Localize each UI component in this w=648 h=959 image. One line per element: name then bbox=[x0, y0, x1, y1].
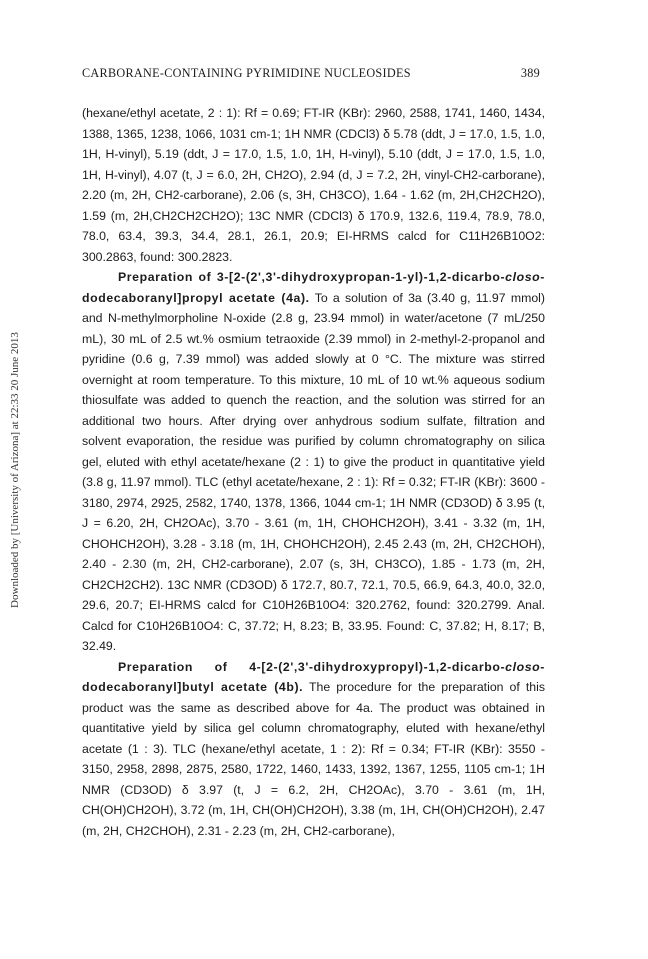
running-header bbox=[82, 66, 540, 81]
paragraph-3 bbox=[82, 657, 545, 842]
heading-3-italic: closo bbox=[505, 659, 541, 674]
article-body bbox=[82, 103, 545, 841]
running-title: CARBORANE-CONTAINING PYRIMIDINE NUCLEOSIDES bbox=[82, 66, 411, 80]
heading-2-italic: closo bbox=[505, 270, 541, 284]
paragraph-2-text: To a solution of 3a (3.40 g, 11.97 mmol) and N-methylmorpholine N-oxide (2.8 g, 23.94 mmol) in water/acetone (7 mL/250 mL), 30 mL of 2.5 wt.% osmium tetraoxide (2.39 mmol) in 2-methyl-2-propanol and pyridine (0.6 g, 7.39 mmol) was added slowly at 0 °C. The mixture was stirred overnight at room temperature. To this mixture, 10 mL of 10 wt.% aqueous sodium thiosulfate was added to quench the reaction, and the solution was stirred for an additional two hours. After drying over anhydrous sodium sulfate, filtration and solvent evaporation, the residue was purified by column chromatography on silica gel, eluted with ethyl acetate/hexane (2 : 1) to give the product in quantitative yield (3.8 g, 11.97 mmol). TLC (ethyl acetate/hexane, 2 : 1): Rf = 0.32; FT-IR (KBr): 3600 - 3180, 2974, 2925, 2582, 1740, 1378, 1366, 1044 cm-1; 1H NMR (CD3OD) δ 3.95 (t, J = 6.20, 2H, CH2OAc), 3.70 - 3.61 (m, 1H, CHOHCH2OH), 3.41 - 3.32 (m, 1H, CHOHCH2OH), 3.28 - 3.18 (m, 1H, CHOHCH2OH), 2.45 2.43 (m, 2H, CH2CHOH), 2.40 - 2.30 (m, 2H, CH2-carborane), 2.07 (s, 3H, CH3CO), 1.85 - 1.73 (m, 2H, CH2CH2CH2). 13C NMR (CD3OD) δ 172.7, 80.7, 72.1, 70.5, 66.9, 64.3, 40.0, 32.0, 29.6, 20.7; EI-HRMS calcd for C10H26B10O4: 320.2762, found: 320.2799. Anal. Calcd for C10H26B10O4: C, 37.72; H, 8.23; B, 33.95. Found: C, 37.82; H, 8.17; B, 32.49. bbox=[82, 290, 545, 653]
download-note-text: Downloaded by [University of Arizona] at 22:33 20 June 2013 bbox=[9, 332, 21, 608]
paragraph-1 bbox=[82, 103, 545, 267]
paragraph-2 bbox=[82, 267, 545, 657]
heading-2-pre: Preparation of 3-[2-(2',3'-dihydroxypropan-1-yl)-1,2-dicarbo- bbox=[118, 270, 506, 284]
page-number: 389 bbox=[520, 66, 540, 80]
paragraph-3-text: The procedure for the preparation of this product was the same as described above for 4a. The product was obtained in quantitative yield by silica gel column chromatography, eluted with hexane/ethyl acetate (1 : 3). TLC (hexane/ethyl acetate, 1 : 2): Rf = 0.34; FT-IR (KBr): 3550 - 3150, 2958, 2898, 2875, 2580, 1722, 1460, 1433, 1392, 1367, 1255, 1105 cm-1; 1H NMR (CD3OD) δ 3.97 (t, J = 6.2, 2H, CH2OAc), 3.70 - 3.61 (m, 1H, CH(OH)CH2OH), 3.72 (m, 1H, CH(OH)CH2OH), 3.38 (m, 1H, CH(OH)CH2OH), 2.47 (m, 2H, CH2CHOH), 2.31 - 2.23 (m, 2H, CH2-carborane), bbox=[82, 680, 545, 838]
heading-3-pre: Preparation of 4-[2-(2',3'-dihydroxypropyl)-1,2-dicarbo- bbox=[118, 659, 506, 674]
heading-2-post: -dodecaboranyl]propyl acetate (4a). bbox=[82, 270, 545, 305]
heading-3-post: -dodecaboranyl]butyl acetate (4b). bbox=[82, 659, 545, 694]
paragraph-1-text: (hexane/ethyl acetate, 2 : 1): Rf = 0.69; FT-IR (KBr): 2960, 2588, 1741, 1460, 1434, 1388, 1365, 1238, 1066, 1031 cm-1; 1H NMR (CDCl3) δ 5.78 (ddt, J = 17.0, 1.5, 1.0, 1H, H-vinyl), 5.19 (ddt, J = 17.0, 1.5, 1.0, 1H, H-vinyl), 5.10 (ddt, J = 17.0, 1.5, 1.0, 1H, H-vinyl), 4.07 (t, J = 6.0, 2H, CH2O), 2.94 (d, J = 7.2, 2H, vinyl-CH2-carborane), 2.20 (m, 2H, CH2-carborane), 2.06 (s, 3H, CH3CO), 1.64 - 1.62 (m, 2H,CH2CH2O), 1.59 (m, 2H,CH2CH2CH2O); 13C NMR (CDCl3) δ 170.9, 132.6, 119.4, 78.9, 78.0, 78.0, 63.4, 39.3, 34.4, 28.1, 26.1, 20.9; EI-HRMS calcd for C11H26B10O2: 300.2863, found: 300.2823. bbox=[82, 106, 545, 264]
